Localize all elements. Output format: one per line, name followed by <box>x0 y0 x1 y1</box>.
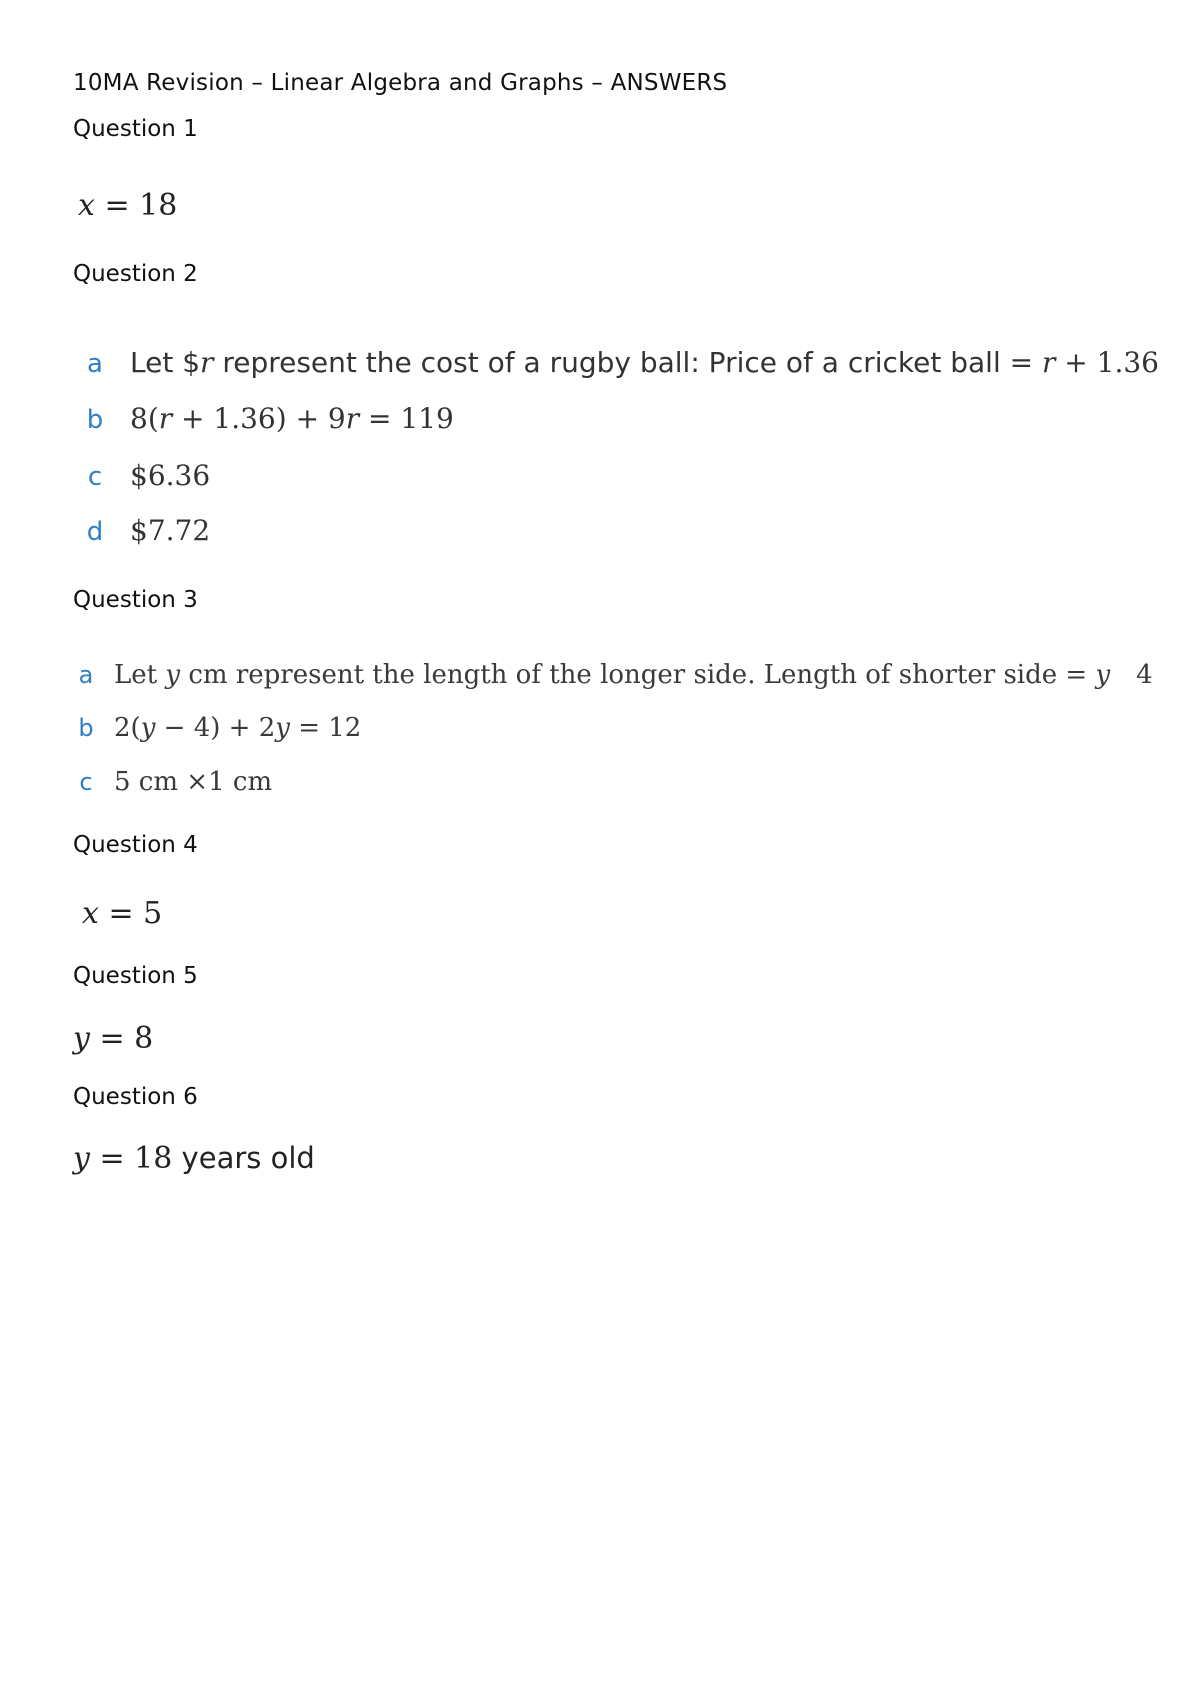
question-3-heading: Question 3 <box>73 587 198 613</box>
question-5-heading: Question 5 <box>73 963 198 989</box>
part-answer: Let y cm represent the length of the longer side. Length of shorter side = y 4 <box>114 660 1153 690</box>
part-letter: d <box>86 517 104 547</box>
answer-unit: years old <box>172 1141 315 1175</box>
question-6-answer <box>73 1141 315 1176</box>
question-2-part-c <box>72 459 210 492</box>
answer-variable: x <box>78 188 95 223</box>
question-2-part-b <box>72 402 454 435</box>
part-answer: $7.72 <box>130 514 211 547</box>
question-5-answer <box>73 1021 153 1056</box>
part-answer: Let $r represent the cost of a rugby ball: Price of a cricket ball = r + 1.36 <box>130 346 1159 379</box>
part-letter: a <box>87 349 103 379</box>
part-letter: a <box>78 661 94 689</box>
question-2-heading: Question 2 <box>73 261 198 287</box>
answer-variable: y <box>73 1141 90 1176</box>
part-answer: $6.36 <box>130 459 211 492</box>
answer-value: = 5 <box>98 896 163 931</box>
part-answer: 2(y − 4) + 2y = 12 <box>114 713 362 743</box>
part-answer: 5 cm ×1 cm <box>114 767 273 797</box>
question-3-part-b <box>68 713 361 743</box>
question-6-heading: Question 6 <box>73 1084 198 1110</box>
part-letter: c <box>87 462 103 492</box>
question-3-part-c <box>68 767 272 797</box>
answer-variable: y <box>73 1021 90 1056</box>
question-4-answer <box>82 896 162 931</box>
answer-variable: x <box>82 896 99 931</box>
answer-value: = 18 <box>89 1141 173 1176</box>
question-3-part-a <box>68 660 1153 690</box>
answer-value: = 18 <box>94 188 178 223</box>
question-4-heading: Question 4 <box>73 832 198 858</box>
part-answer: 8(r + 1.36) + 9r = 119 <box>130 402 454 435</box>
part-letter: b <box>86 405 104 435</box>
part-letter: b <box>78 714 94 742</box>
document-title: 10MA Revision – Linear Algebra and Graphs – ANSWERS <box>73 70 728 96</box>
part-letter: c <box>79 768 93 796</box>
question-2-part-a <box>72 346 1159 379</box>
question-1-answer <box>78 188 177 223</box>
answer-value: = 8 <box>89 1021 154 1056</box>
question-1-heading: Question 1 <box>73 116 198 142</box>
question-2-part-d <box>72 514 210 547</box>
